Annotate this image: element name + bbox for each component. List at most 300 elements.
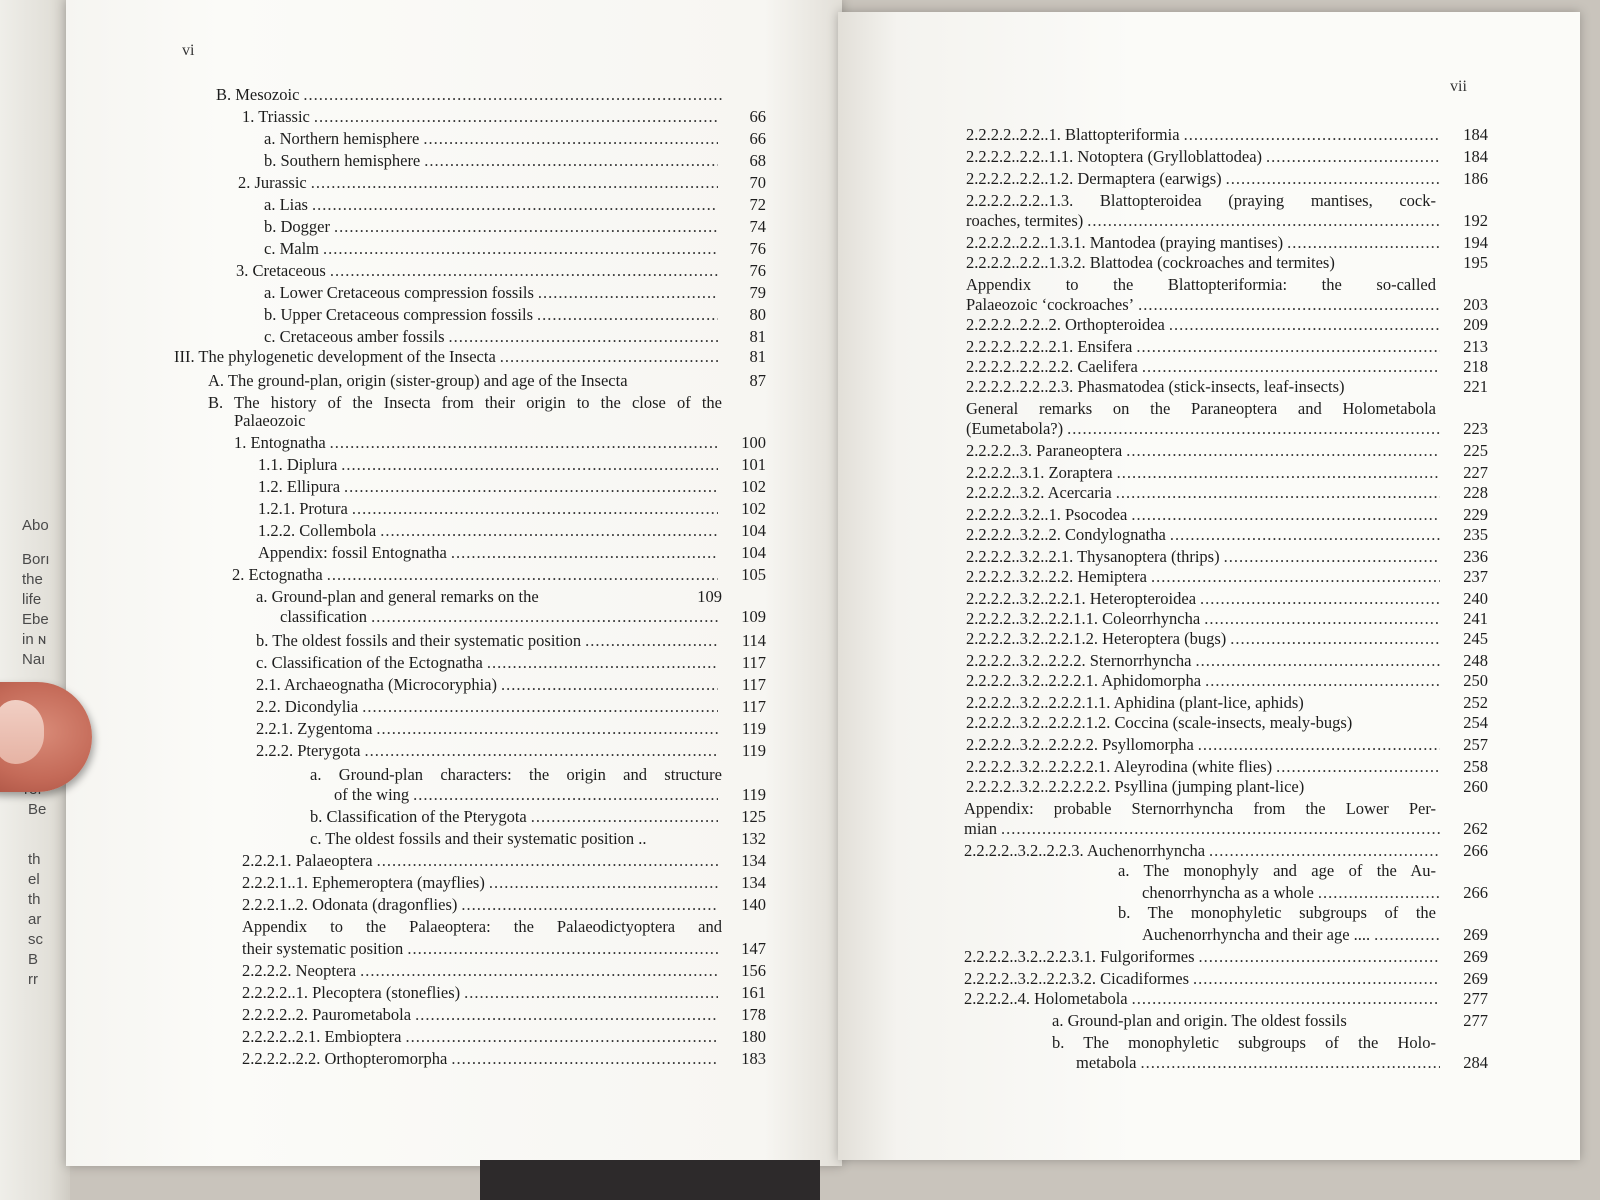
adjacent-page-fragment: Ebe [22,611,49,628]
toc-entry-title: 2.2.2.2..3.2..2.2.2.2.1. Aleyrodina (white flies) [966,757,1273,776]
toc-entry-title: 1. Triassic [242,107,310,126]
left-toc-entry [258,542,766,564]
right-toc-entry [966,294,1488,316]
toc-page-number: 192 [1463,211,1488,230]
thumbnail-nail [0,700,44,764]
left-toc-entry [242,982,766,1004]
left-toc-entry [242,960,766,982]
right-toc-entry [1118,860,1436,882]
left-page [66,0,842,1166]
adjacent-page-fragment: Borı [22,551,50,568]
toc-entry-title: b. The monophyletic subgroups of the Holo- [1052,1033,1436,1052]
right-toc-entry [964,818,1488,840]
toc-dot-leader [407,938,718,960]
left-toc-entry [264,238,766,260]
toc-entry-title: a. Ground-plan characters: the origin and structure [310,765,722,784]
toc-entry-title: of the wing [334,785,410,804]
left-toc-entry [242,894,766,916]
toc-entry-title: 2.2.2.2..2. Paurometabola [242,1005,412,1024]
toc-entry-title: 2.2.2.2..2.2..1. Blattopteriformia [966,125,1180,144]
left-toc-entry [264,326,766,348]
toc-dot-leader [303,84,722,106]
toc-page-number: 195 [1463,253,1488,272]
toc-dot-leader [1067,418,1440,440]
toc-page-number: 241 [1463,609,1488,628]
toc-dot-leader [1087,210,1440,232]
toc-dot-leader [1170,524,1440,546]
adjacent-page-fragment: B [28,951,39,968]
toc-dot-leader [1204,608,1440,630]
toc-page-number: 184 [1463,147,1488,166]
right-toc-entry [966,274,1436,296]
left-toc-entry [216,84,722,106]
toc-page-number: 101 [741,455,766,474]
right-toc-entry [966,376,1488,398]
toc-page-number: 258 [1463,757,1488,776]
toc-entry-title: 2.2.2.2..3.2..2.2.1. Heteropteroidea [966,589,1197,608]
toc-page-number: 100 [741,433,766,452]
right-toc-entry [966,168,1488,190]
toc-entry-title: 2.2.2.2..3.2..2.2.2.1.1. Aphidina (plant-lice, aphids) [966,693,1304,712]
toc-page-number: 140 [741,895,766,914]
adjacent-page-fragment: sc [28,931,43,948]
toc-page-number: 76 [749,261,766,280]
toc-entry-title: 2.2.2.1. Palaeoptera [242,851,373,870]
left-toc-entry [242,1026,766,1048]
toc-page-number: 104 [741,521,766,540]
toc-entry-title: chenorrhyncha as a whole [1142,883,1314,902]
right-toc-entry [966,124,1488,146]
left-toc-entry [258,498,766,520]
toc-dot-leader [1132,988,1440,1010]
right-toc-entry [966,314,1488,336]
adjacent-page-fragment: life [22,591,42,608]
toc-entry-title: 2. Ectognatha [232,565,323,584]
right-toc-entry [966,398,1436,420]
toc-dot-leader [1209,840,1440,862]
toc-page-number: 109 [697,587,722,606]
toc-page-number: 277 [1463,989,1488,1008]
left-toc-entry [242,1048,766,1070]
toc-dot-leader [344,476,718,498]
right-toc-entry [966,356,1488,378]
right-page-number: vii [1450,78,1467,95]
toc-entry-title: 1.2. Ellipura [258,477,341,496]
right-toc-entry [964,798,1436,820]
toc-dot-leader [489,872,718,894]
right-toc-entry [966,482,1488,504]
toc-entry-title: 2.2.2.2..3.2..1. Psocodea [966,505,1128,524]
toc-page-number: 66 [749,107,766,126]
toc-entry-title: General remarks on the Paraneoptera and Holometabola [966,399,1436,418]
toc-entry-title: 2.2.2.2..2.2..1.3.2. Blattodea (cockroaches and termites) [966,253,1335,272]
right-toc-entry [1142,882,1488,904]
toc-entry-title: 2.2.2.2..2.2. Orthopteromorpha [242,1049,448,1068]
right-toc-entry [966,628,1488,650]
left-toc-entry [256,718,766,740]
toc-entry-title: c. The oldest fossils and their systematic position .. [310,829,647,848]
toc-entry-title: 2. Jurassic [238,173,307,192]
right-toc-entry [966,504,1488,526]
toc-page-number: 79 [749,283,766,302]
right-toc-entry [966,190,1436,212]
toc-page-number: 228 [1463,483,1488,502]
left-toc-entry [310,806,766,828]
toc-entry-title: mian [964,819,997,838]
toc-page-number: 184 [1463,125,1488,144]
right-toc-entry [1052,1032,1436,1054]
toc-entry-title: 2.2.2.2..2.2..2.1. Ensifera [966,337,1133,356]
toc-page-number: 203 [1463,295,1488,314]
toc-dot-leader [360,960,718,982]
toc-page-number: 266 [1463,841,1488,860]
toc-page-number: 266 [1463,883,1488,902]
toc-page-number: 117 [741,653,766,672]
toc-dot-leader [1116,482,1440,504]
toc-page-number: 183 [741,1049,766,1068]
right-toc-entry [966,232,1488,254]
toc-page-number: 134 [741,851,766,870]
toc-dot-leader [327,564,718,586]
toc-entry-title: 2.2.2.2..3.2. Acercaria [966,483,1112,502]
toc-page-number: 262 [1463,819,1488,838]
right-toc-entry [966,546,1488,568]
toc-dot-leader [1374,924,1440,946]
book-binding [480,1160,820,1200]
toc-page-number: 194 [1463,233,1488,252]
toc-page-number: 81 [749,327,766,346]
left-toc-entry [310,764,722,786]
left-toc-entry [208,370,766,392]
left-toc-entry [242,938,766,960]
toc-dot-leader [1195,650,1440,672]
right-toc-entry [964,946,1488,968]
toc-entry-title: Palaeozoic [234,411,306,430]
right-page [838,12,1580,1160]
toc-page-number: 227 [1463,463,1488,482]
toc-dot-leader [312,194,718,216]
toc-entry-title: metabola [1076,1053,1137,1072]
toc-entry-title: 1.2.1. Protura [258,499,348,518]
toc-page-number: 68 [749,151,766,170]
toc-entry-title: 2.2.2. Pterygota [256,741,361,760]
adjacent-page-fragment: th [28,851,41,868]
right-toc-entry [966,608,1488,630]
adjacent-page-fragment: in ɴ [22,631,47,648]
adjacent-page-fragment: th [28,891,41,908]
left-toc-entry [280,606,766,628]
toc-dot-leader [1198,734,1440,756]
toc-dot-leader [531,806,718,828]
toc-entry-title: a. Lower Cretaceous compression fossils [264,283,534,302]
toc-entry-title: b. The monophyletic subgroups of the [1118,903,1436,922]
toc-entry-title: a. Lias [264,195,308,214]
toc-entry-title: 2.2.2.2..2.2..2. Orthopteroidea [966,315,1165,334]
toc-page-number: 260 [1463,777,1488,796]
toc-entry-title: Appendix to the Blattopteriformia: the so-called [966,275,1436,294]
toc-entry-title: 1. Entognatha [234,433,326,452]
toc-entry-title: B. The history of the Insecta from their origin to the close of the [208,393,722,412]
left-toc-entry [264,194,766,216]
toc-page-number: 66 [749,129,766,148]
toc-page-number: 252 [1463,693,1488,712]
toc-dot-leader [451,1048,718,1070]
toc-dot-leader [341,454,718,476]
toc-page-number: 221 [1463,377,1488,396]
toc-entry-title: 2.2.2.2..2.2..1.1. Notoptera (Grylloblattodea) [966,147,1263,166]
left-toc-entry [256,630,766,652]
toc-page-number: 161 [741,983,766,1002]
right-toc-entry [966,588,1488,610]
toc-dot-leader [585,630,718,652]
right-toc-entry [1052,1010,1488,1032]
toc-page-number: 104 [741,543,766,562]
toc-page-number: 245 [1463,629,1488,648]
toc-dot-leader [334,216,718,238]
toc-entry-title: 2.2.1. Zygentoma [256,719,373,738]
toc-entry-title: 2.2.2.2..1. Plecoptera (stoneflies) [242,983,461,1002]
toc-page-number: 80 [749,305,766,324]
left-toc-entry [234,410,722,432]
toc-entry-title: 2.2.2.2..3.2..2.2.2.1. Aphidomorpha [966,671,1202,690]
left-toc-entry [238,172,766,194]
toc-page-number: 156 [741,961,766,980]
toc-entry-title: 2.2.2.1..2. Odonata (dragonflies) [242,895,458,914]
toc-page-number: 74 [749,217,766,236]
toc-dot-leader [1126,440,1440,462]
left-toc-entry [258,520,766,542]
left-page-number: vi [182,42,195,59]
toc-page-number: 87 [749,371,766,390]
toc-dot-leader [1199,946,1440,968]
toc-entry-title: 2.2.2.2..3.2..2. Condylognatha [966,525,1166,544]
toc-entry-title: 2.2.2.2..2.2..1.3.1. Mantodea (praying mantises) [966,233,1284,252]
toc-dot-leader [501,674,718,696]
left-toc-entry [256,696,766,718]
toc-entry-title: b. Southern hemisphere [264,151,421,170]
left-toc-entry [264,150,766,172]
toc-dot-leader [405,1026,718,1048]
toc-dot-leader [1276,756,1440,778]
toc-page-number: 117 [741,675,766,694]
toc-dot-leader [1131,504,1440,526]
right-toc-entry [964,988,1488,1010]
toc-dot-leader [1226,168,1440,190]
toc-page-number: 277 [1463,1011,1488,1030]
toc-page-number: 81 [749,347,766,366]
toc-dot-leader [311,172,718,194]
toc-dot-leader [451,542,718,564]
toc-entry-title: 2.2.2.1..1. Ephemeroptera (mayflies) [242,873,485,892]
toc-page-number: 237 [1463,567,1488,586]
toc-entry-title: A. The ground-plan, origin (sister-group) and age of the Insecta [208,371,628,390]
toc-dot-leader [362,696,718,718]
right-toc-entry [966,418,1488,440]
toc-entry-title: 2.2. Dicondylia [256,697,359,716]
toc-entry-title: 2.2.2.2..3.2..2.2.1.2. Heteroptera (bugs) [966,629,1227,648]
left-toc-entry [242,916,722,938]
toc-dot-leader [1140,1052,1440,1074]
toc-page-number: 248 [1463,651,1488,670]
toc-page-number: 180 [741,1027,766,1046]
right-toc-entry [1142,924,1488,946]
toc-page-number: 235 [1463,525,1488,544]
toc-entry-title: 2.2.2.2..3.2..2.2. Hemiptera [966,567,1148,586]
toc-entry-title: b. Dogger [264,217,330,236]
toc-entry-title: 1.1. Diplura [258,455,338,474]
toc-entry-title: c. Classification of the Ectognatha [256,653,483,672]
toc-entry-title: Appendix to the Palaeoptera: the Palaeodictyoptera and [242,917,722,936]
toc-dot-leader [380,520,718,542]
adjacent-page-fragment: ar [28,911,42,928]
toc-entry-title: 2.2.2.2..2.2..1.3. Blattopteroidea (praying mantises, cock- [966,191,1436,210]
toc-entry-title: 2.2.2.2..3.2..2.2.2.2. Psyllomorpha [966,735,1194,754]
toc-page-number: 240 [1463,589,1488,608]
right-toc-entry [966,734,1488,756]
toc-entry-title: 2.2.2.2..2.2..2.2. Caelifera [966,357,1138,376]
toc-dot-leader [376,718,718,740]
adjacent-page-fragment: Be [28,801,47,818]
left-toc-entry [264,128,766,150]
adjacent-page-fragment: Naı [22,651,46,668]
left-toc-entry [264,216,766,238]
toc-page-number: 229 [1463,505,1488,524]
right-toc-entry [966,776,1488,798]
toc-dot-leader [464,982,718,1004]
toc-page-number: 70 [749,173,766,192]
left-toc-entry [310,828,766,850]
right-toc-entry [966,524,1488,546]
toc-dot-leader [1230,628,1440,650]
left-toc-entry [256,674,766,696]
toc-entry-title: 2.2.2.2..3.2..2.2.2.1.2. Coccina (scale-insects, mealy-bugs) [966,713,1353,732]
toc-page-number: 132 [741,829,766,848]
left-toc-entry [236,260,766,282]
toc-dot-leader [1138,294,1440,316]
toc-dot-leader [449,326,718,348]
toc-dot-leader [1318,882,1440,904]
toc-entry-title: a. The monophyly and age of the Au- [1118,861,1436,880]
toc-entry-title: 2.2.2.2..3.2..2.2.2. Sternorrhyncha [966,651,1192,670]
toc-page-number: 209 [1463,315,1488,334]
toc-dot-leader [413,784,718,806]
toc-page-number: 254 [1463,713,1488,732]
toc-page-number: 225 [1463,441,1488,460]
toc-entry-title: Appendix: fossil Entognatha [258,543,447,562]
toc-dot-leader [538,282,718,304]
toc-page-number: 269 [1463,925,1488,944]
left-toc-entry [334,784,766,806]
toc-entry-title: 2.2.2.2..3.2..2.2.1.1. Coleorrhyncha [966,609,1201,628]
toc-dot-leader [537,304,718,326]
toc-dot-leader [1151,566,1440,588]
toc-page-number: 72 [749,195,766,214]
toc-entry-title: 2.2.2.2..3. Paraneoptera [966,441,1123,460]
toc-entry-title: c. Malm [264,239,319,258]
right-toc-entry [966,252,1488,274]
toc-page-number: 250 [1463,671,1488,690]
left-toc-entry [256,740,766,762]
right-toc-entry [966,650,1488,672]
toc-entry-title: a. Ground-plan and general remarks on the [256,587,539,606]
toc-entry-title: b. Classification of the Pterygota [310,807,527,826]
left-toc-entry [258,476,766,498]
right-toc-entry [966,712,1488,734]
left-toc-entry [242,106,766,128]
right-toc-entry [966,146,1488,168]
toc-entry-title: 2.2.2.2..3.2..2.2.3.1. Fulgoriformes [964,947,1195,966]
toc-entry-title: 2.2.2.2..3.2..2.1. Thysanoptera (thrips) [966,547,1220,566]
right-toc-entry [1076,1052,1488,1074]
right-toc-entry [966,440,1488,462]
toc-entry-title: 3. Cretaceous [236,261,326,280]
toc-entry-title: 2.2.2.2..3.2..2.2.2.2.2. Psyllina (jumping plant-lice) [966,777,1305,796]
toc-entry-title: classification [280,607,368,626]
toc-dot-leader [1117,462,1440,484]
toc-entry-title: 2.2.2.2..2.2..2.3. Phasmatodea (stick-insects, leaf-insects) [966,377,1345,396]
toc-dot-leader [1136,336,1440,358]
left-toc-entry [174,346,766,368]
toc-dot-leader [314,106,718,128]
right-toc-entry [1118,902,1436,924]
toc-entry-title: 1.2.2. Collembola [258,521,377,540]
toc-dot-leader [487,652,718,674]
toc-entry-title: 2.2.2.2. Neoptera [242,961,357,980]
adjacent-page-fragment: el [28,871,40,888]
toc-dot-leader [1224,546,1440,568]
toc-dot-leader [371,606,718,628]
toc-dot-leader [1001,818,1440,840]
toc-page-number: 114 [741,631,766,650]
toc-page-number: 119 [741,719,766,738]
left-toc-entry [256,586,722,608]
toc-entry-title: 2.2.2.2..2.2..1.2. Dermaptera (earwigs) [966,169,1222,188]
toc-dot-leader [365,740,719,762]
toc-dot-leader [1205,670,1440,692]
toc-page-number: 223 [1463,419,1488,438]
toc-entry-title: 2.2.2.2..3.2..2.2.3. Auchenorrhyncha [964,841,1206,860]
toc-entry-title: a. Ground-plan and origin. The oldest fossils [1052,1011,1347,1030]
toc-entry-title: 2.2.2.2..4. Holometabola [964,989,1128,1008]
right-toc-entry [966,670,1488,692]
left-toc-entry [242,850,766,872]
right-toc-entry [966,756,1488,778]
toc-dot-leader [1142,356,1440,378]
adjacent-page-fragment: Abo [22,517,49,534]
toc-dot-leader [423,128,718,150]
toc-page-number: 117 [741,697,766,716]
toc-dot-leader [1200,588,1440,610]
adjacent-page-fragment: rr [28,971,38,988]
toc-page-number: 269 [1463,969,1488,988]
toc-entry-title: their systematic position [242,939,404,958]
right-toc-entry [966,210,1488,232]
toc-dot-leader [330,432,718,454]
toc-page-number: 269 [1463,947,1488,966]
toc-dot-leader [461,894,718,916]
right-toc-entry [964,968,1488,990]
toc-dot-leader [323,238,718,260]
toc-page-number: 134 [741,873,766,892]
toc-page-number: 218 [1463,357,1488,376]
toc-entry-title: c. Cretaceous amber fossils [264,327,445,346]
toc-entry-title: 2.2.2.2..3.1. Zoraptera [966,463,1113,482]
left-toc-entry [232,564,766,586]
toc-page-number: 284 [1463,1053,1488,1072]
toc-page-number: 236 [1463,547,1488,566]
toc-page-number: 186 [1463,169,1488,188]
toc-page-number: 109 [741,607,766,626]
